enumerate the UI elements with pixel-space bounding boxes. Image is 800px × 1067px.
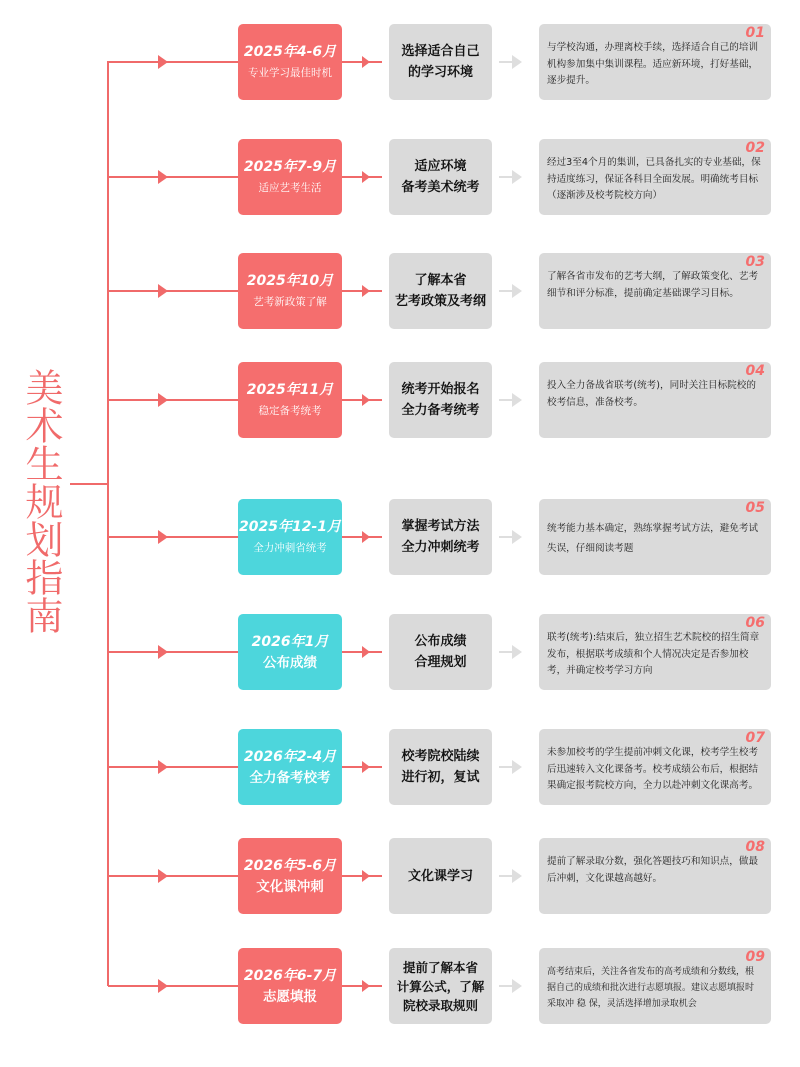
- step-number: 06: [745, 615, 765, 631]
- page-title: 美术生规划指南: [19, 368, 63, 634]
- stage-box: [389, 729, 492, 805]
- date-box: [238, 253, 342, 329]
- stage-label: 了解本省 艺考政策及考纲: [394, 273, 486, 309]
- detail-text: 联考(统考):结束后，独立招生艺术院校的招生简章发布，根据联考成绩和个人情况决定是否参加校考，并确定校考学习方向: [547, 632, 760, 676]
- date-subtitle: 公布成绩: [263, 655, 317, 671]
- detail-text: 提前了解录取分数，强化答题技巧和知识点，做最后冲刺，文化课越高越好。: [547, 856, 759, 884]
- date-subtitle: 文化课冲刺: [256, 879, 324, 895]
- detail-box: [539, 139, 771, 215]
- date-label: 2026年5-6月: [243, 858, 337, 874]
- detail-text: 高考结束后，关注各省发布的高考成绩和分数线，根据自己的成绩和批次进行志愿填报。建议志愿填报时采取冲 稳 保，灵活选择增加录取机会: [547, 967, 755, 1009]
- stage-box: [389, 24, 492, 100]
- detail-text: 了解各省市发布的艺考大纲，了解政策变化、艺考细节和评分标准，提前确定基础课学习目标。: [547, 271, 759, 299]
- branch-line: [108, 399, 238, 401]
- date-subtitle: 专业学习最佳时机: [248, 67, 332, 79]
- detail-text: 投入全力备战省联考(统考)，同时关注目标院校的校考信息，准备校考。: [547, 380, 756, 408]
- step-number: 02: [745, 140, 765, 156]
- stage-label: 提前了解本省 计算公式，了解 院校录取规则: [396, 959, 485, 1013]
- arrow-right-icon: [512, 530, 522, 544]
- step-number: 07: [745, 730, 765, 746]
- arrow-right-icon: [158, 170, 168, 184]
- date-label: 2025年10月: [246, 273, 334, 289]
- step-number: 01: [745, 25, 765, 41]
- date-box: [238, 948, 342, 1024]
- arrow-right-icon: [158, 284, 168, 298]
- date-subtitle: 志愿填报: [263, 989, 317, 1005]
- arrow-right-icon: [158, 530, 168, 544]
- step-number: 04: [745, 363, 765, 379]
- arrow-right-icon: [362, 531, 370, 543]
- detail-box: [539, 253, 771, 329]
- arrow-right-icon: [158, 979, 168, 993]
- date-label: 2025年11月: [246, 382, 334, 398]
- date-subtitle: 稳定备考统考: [258, 405, 322, 417]
- stage-label: 适应环境 备考美术统考: [401, 159, 480, 195]
- arrow-right-icon: [512, 393, 522, 407]
- date-subtitle: 适应艺考生活: [258, 182, 322, 194]
- step-number: 05: [745, 500, 765, 516]
- arrow-right-icon: [512, 170, 522, 184]
- detail-box: [539, 729, 771, 805]
- branch-line: [108, 766, 238, 768]
- arrow-right-icon: [512, 869, 522, 883]
- stage-label: 掌握考试方法 全力冲刺统考: [401, 519, 480, 555]
- arrow-right-icon: [362, 394, 370, 406]
- arrow-right-icon: [362, 171, 370, 183]
- date-label: 2026年1月: [251, 634, 329, 650]
- date-subtitle: 全力冲刺省统考: [253, 542, 327, 554]
- stage-box: [389, 948, 492, 1024]
- arrow-right-icon: [362, 761, 370, 773]
- detail-box: [539, 948, 771, 1024]
- stage-box: [389, 253, 492, 329]
- stage-label: 文化课学习: [407, 868, 473, 884]
- branch-line: [108, 290, 238, 292]
- detail-box: [539, 362, 771, 438]
- arrow-right-icon: [512, 645, 522, 659]
- stage-box: [389, 614, 492, 690]
- arrow-right-icon: [158, 55, 168, 69]
- detail-text: 与学校沟通，办理离校手续，选择适合自己的培训机构参加集中集训课程。适应新环境，打好基础，逐步提升。: [547, 42, 759, 86]
- stage-label: 校考院校陆续 进行初，复试: [401, 749, 480, 785]
- date-box: [238, 838, 342, 914]
- date-label: 2025年12-1月: [239, 519, 341, 535]
- arrow-right-icon: [512, 979, 522, 993]
- step-number: 08: [745, 839, 765, 855]
- stage-label: 选择适合自己 的学习环境: [401, 44, 480, 80]
- stage-label: 公布成绩 合理规划: [414, 634, 467, 670]
- date-box: [238, 499, 342, 575]
- branch-line: [108, 875, 238, 877]
- branch-line: [108, 61, 238, 63]
- date-box: [238, 729, 342, 805]
- arrow-right-icon: [362, 980, 370, 992]
- detail-text: 经过3至4个月的集训，已具备扎实的专业基础，保持适度练习，保证各科目全面发展。明确统考目标（逐渐涉及校考院校方向）: [547, 157, 761, 201]
- date-label: 2026年2-4月: [243, 749, 337, 765]
- stage-box: [389, 838, 492, 914]
- stage-label: 统考开始报名 全力备考统考: [401, 382, 480, 418]
- stage-box: [389, 499, 492, 575]
- date-label: 2025年4-6月: [243, 44, 337, 60]
- arrow-right-icon: [362, 870, 370, 882]
- branch-line: [108, 985, 238, 987]
- branch-line: [108, 651, 238, 653]
- detail-box: [539, 24, 771, 100]
- arrow-right-icon: [158, 393, 168, 407]
- arrow-right-icon: [362, 285, 370, 297]
- detail-text: 未参加校考的学生提前冲刺文化课，校考学生校考后迅速转入文化课备考。校考成绩公布后，根据结果确定报考院校方向，全力以赴冲刺文化课高考。: [547, 747, 759, 791]
- date-box: [238, 362, 342, 438]
- title-connector: [70, 483, 108, 485]
- date-box: [238, 614, 342, 690]
- stage-box: [389, 362, 492, 438]
- date-subtitle: 艺考新政策了解: [253, 296, 327, 308]
- detail-box: [539, 614, 771, 690]
- date-label: 2026年6-7月: [243, 968, 337, 984]
- date-subtitle: 全力备考校考: [249, 770, 331, 786]
- arrow-right-icon: [362, 646, 370, 658]
- arrow-right-icon: [512, 284, 522, 298]
- detail-text: 统考能力基本确定，熟练掌握考试方法，避免考试失误，仔细阅读考题: [547, 523, 759, 554]
- step-number: 09: [745, 949, 765, 965]
- detail-box: [539, 499, 771, 575]
- arrow-right-icon: [512, 55, 522, 69]
- stage-box: [389, 139, 492, 215]
- branch-line: [108, 176, 238, 178]
- date-label: 2025年7-9月: [243, 159, 337, 175]
- arrow-right-icon: [512, 760, 522, 774]
- date-box: [238, 24, 342, 100]
- detail-box: [539, 838, 771, 914]
- arrow-right-icon: [362, 56, 370, 68]
- arrow-right-icon: [158, 760, 168, 774]
- branch-line: [108, 536, 238, 538]
- arrow-right-icon: [158, 869, 168, 883]
- date-box: [238, 139, 342, 215]
- step-number: 03: [745, 254, 765, 270]
- timeline-spine: [107, 61, 109, 986]
- arrow-right-icon: [158, 645, 168, 659]
